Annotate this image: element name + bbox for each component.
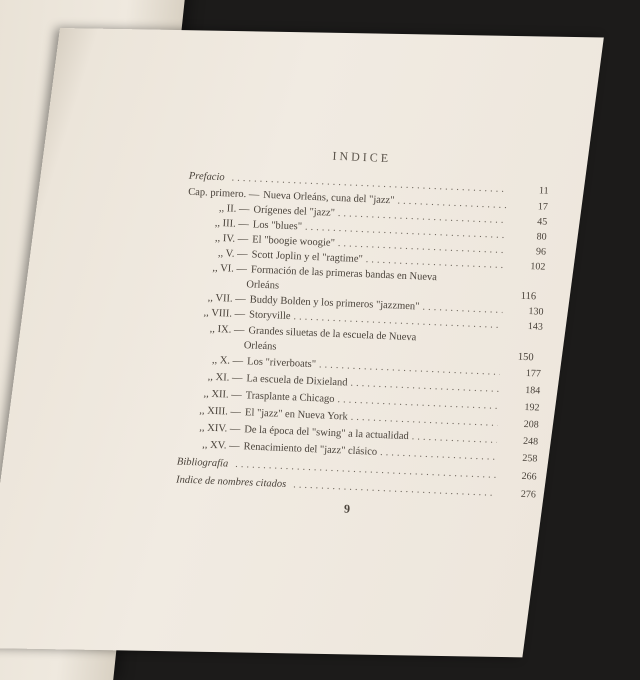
entry-page: 248 — [522, 435, 539, 448]
entry-page: 80 — [536, 231, 547, 243]
entry-title: De la época del "swing" a la actualidad — [244, 424, 409, 443]
entry-prefix: ,, V. — — [217, 247, 248, 261]
entry-prefix: ,, XIV. — — [199, 422, 241, 436]
entry-page: 116 — [520, 290, 537, 303]
entry-title: El "jazz" en Nueva York — [244, 407, 348, 423]
index-heading: INDICE — [332, 148, 392, 166]
entry-prefix: ,, X. — — [211, 354, 244, 368]
entry-page: 258 — [522, 452, 538, 465]
entry-title: Storyville — [248, 309, 291, 323]
entry-title: Renacimiento del "jazz" clásico — [243, 441, 378, 458]
entry-prefix: ,, XI. — — [207, 371, 243, 385]
entry-title: Formación de las primeras bandas en Nueva — [250, 264, 438, 284]
entry-page: 130 — [528, 306, 544, 318]
entry-title-continued: Orleáns — [243, 340, 277, 353]
entry-page: 192 — [524, 401, 540, 414]
entry-page: 150 — [517, 351, 534, 364]
entry-title: El "boogie woogie" — [252, 234, 336, 249]
entry-prefix: ,, XII. — — [203, 388, 242, 402]
entry-page: 143 — [527, 321, 544, 333]
entry-title: Nueva Orleáns, cuna del "jazz" — [263, 189, 395, 207]
entry-prefix: ,, XIII. — — [199, 405, 242, 419]
entry-title: Indice de nombres citados — [175, 474, 287, 491]
entry-prefix: ,, III. — — [214, 217, 250, 231]
entry-title: Prefacio — [188, 170, 225, 184]
entry-prefix: Cap. primero. — — [187, 186, 260, 201]
entry-title: Buddy Bolden y los primeros "jazzmen" — [249, 294, 420, 313]
entry-title: Trasplante a Chicago — [245, 390, 335, 405]
entry-page: 208 — [523, 418, 539, 431]
entry-page: 45 — [537, 216, 548, 228]
entry-page: 17 — [537, 201, 549, 213]
leader-dots — [411, 429, 497, 448]
entry-title: Los "blues" — [252, 219, 303, 233]
entry-page: 266 — [521, 470, 537, 483]
page-number: 9 — [343, 501, 351, 516]
entry-prefix: ,, XV. — — [201, 439, 240, 453]
entry-title: Scott Joplin y el "ragtime" — [251, 249, 363, 266]
entry-prefix: ,, VII. — — [207, 292, 246, 306]
entry-page: 11 — [538, 185, 549, 197]
entry-page: 184 — [524, 384, 541, 397]
entry-page: 276 — [520, 488, 537, 501]
entry-page: 102 — [530, 261, 546, 273]
entry-title: Orígenes del "jazz" — [253, 204, 336, 219]
entry-title-continued: Orleáns — [246, 279, 280, 292]
entry-prefix: ,, VI. — — [212, 262, 248, 276]
entry-title: Grandes siluetas de la escuela de Nueva — [248, 325, 417, 344]
entry-title: Bibliografía — [176, 456, 229, 470]
entry-page: 177 — [525, 367, 542, 380]
entry-page: 96 — [535, 246, 547, 258]
entry-prefix: ,, II. — — [218, 202, 250, 216]
entry-title: La escuela de Dixieland — [246, 373, 348, 389]
entry-prefix: ,, IX. — — [209, 323, 245, 337]
entry-prefix: ,, IV. — — [214, 232, 249, 246]
leader-dots — [380, 445, 497, 465]
entry-title: Los "riverboats" — [246, 356, 317, 371]
entry-prefix: ,, VIII. — — [203, 307, 246, 321]
